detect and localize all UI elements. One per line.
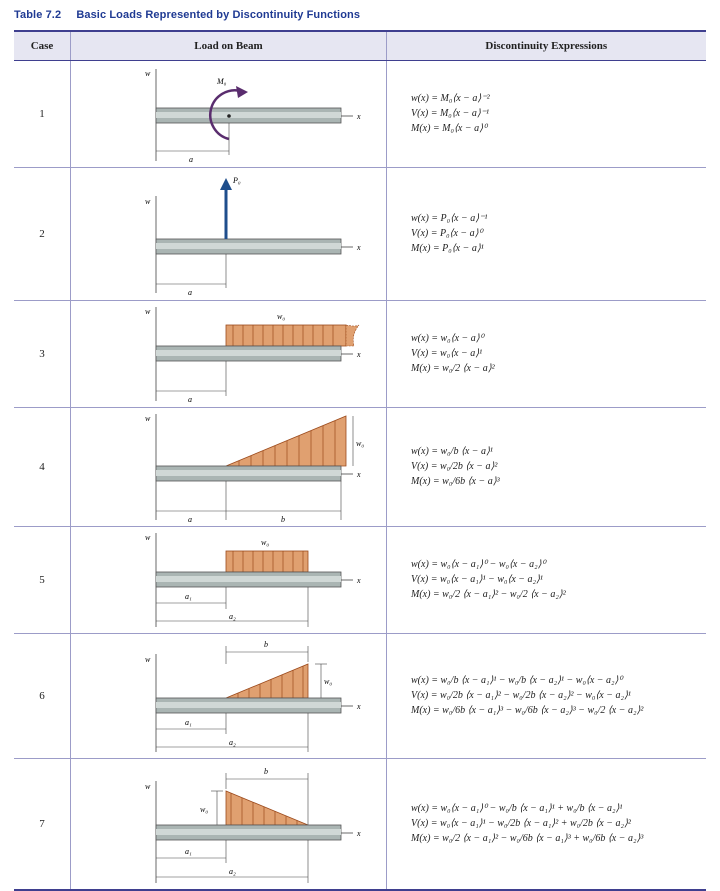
case-2-diagram — [71, 168, 386, 300]
header-case: Case — [14, 31, 71, 61]
expressions-cell — [387, 759, 706, 891]
dim-a1-label: a₁ — [185, 718, 192, 727]
uniform-load — [226, 325, 346, 346]
expr-w: w(x) = w₀⟨x − a₁⟩⁰ − w₀/b ⟨x − a₁⟩¹ + w₀/b ⟨x − a₂⟩¹ — [411, 803, 623, 814]
load-diagram-cell — [71, 527, 387, 634]
table-row — [14, 408, 706, 527]
case-6-diagram — [71, 634, 386, 758]
expr-w: w(x) = w₀/b ⟨x − a⟩¹ — [411, 446, 493, 457]
case-number: 7 — [14, 759, 71, 891]
case-5-diagram — [71, 527, 386, 633]
expr-w: w(x) = P₀⟨x − a⟩⁻¹ — [411, 213, 488, 224]
table-row — [14, 168, 706, 301]
x-axis-label: x — [357, 470, 361, 479]
expr-w: w(x) = w₀⟨x − a₁⟩⁰ − w₀⟨x − a₂⟩⁰ — [411, 559, 546, 570]
w-axis-label: w — [145, 307, 151, 316]
x-axis-label: x — [357, 243, 361, 252]
table-row — [14, 301, 706, 408]
case-4-diagram — [71, 408, 386, 526]
expr-m: M(x) = w₀/6b ⟨x − a⟩³ — [411, 476, 500, 487]
dim-a2-label: a₂ — [229, 738, 236, 747]
case-number: 5 — [14, 527, 71, 634]
load-intensity-label: w₀ — [356, 439, 365, 448]
case-number: 4 — [14, 408, 71, 527]
dim-a1-label: a₁ — [185, 592, 192, 601]
expr-v: V(x) = M₀⟨x − a⟩⁻¹ — [411, 108, 490, 119]
expr-v: V(x) = w₀/2b ⟨x − a⟩² — [411, 461, 498, 472]
dim-b-label: b — [281, 515, 285, 524]
case-number: 6 — [14, 634, 71, 759]
x-axis-label: x — [357, 829, 361, 838]
triangular-load — [226, 416, 346, 466]
expr-m: M(x) = w₀/2 ⟨x − a₁⟩² − w₀/6b ⟨x − a₁⟩³ + w₀/6b ⟨x − a₂⟩³ — [411, 833, 644, 844]
table-row — [14, 759, 706, 891]
load-intensity-label: w₀ — [277, 312, 286, 321]
case-1-diagram — [71, 61, 386, 167]
table-number: Table 7.2 — [14, 9, 62, 21]
expr-v: V(x) = w₀⟨x − a₁⟩¹ − w₀⟨x − a₂⟩¹ — [411, 574, 543, 585]
expressions-cell — [387, 301, 706, 408]
expressions-cell — [387, 168, 706, 301]
force-label: P₀ — [233, 176, 241, 185]
w-axis-label: w — [145, 655, 151, 664]
expr-w: w(x) = w₀/b ⟨x − a₁⟩¹ − w₀/b ⟨x − a₂⟩¹ − w₀⟨x − a₂⟩⁰ — [411, 675, 623, 686]
dim-a1-label: a₁ — [185, 847, 192, 856]
table-row — [14, 61, 706, 168]
load-diagram-cell — [71, 168, 387, 301]
dim-a-label: a — [189, 155, 193, 164]
expr-m: M(x) = M₀⟨x − a⟩⁰ — [411, 123, 487, 134]
loads-table — [14, 30, 706, 891]
dim-a2-label: a₂ — [229, 867, 236, 876]
load-intensity-label: w₀ — [200, 805, 209, 814]
case-number: 1 — [14, 61, 71, 168]
header-load: Load on Beam — [71, 31, 387, 61]
expr-v: V(x) = w₀/2b ⟨x − a₁⟩² − w₀/2b ⟨x − a₂⟩² − w₀⟨x − a₂⟩¹ — [411, 690, 631, 701]
w-axis-label: w — [145, 782, 151, 791]
expr-w: w(x) = w₀⟨x − a⟩⁰ — [411, 333, 484, 344]
case-3-diagram — [71, 301, 386, 407]
x-axis-label: x — [357, 350, 361, 359]
expr-v: V(x) = w₀⟨x − a⟩¹ — [411, 348, 483, 359]
x-axis-label: x — [357, 576, 361, 585]
moment-label: M₀ — [217, 77, 227, 86]
load-diagram-cell — [71, 61, 387, 168]
dim-a-label: a — [188, 395, 192, 404]
w-axis-label: w — [145, 414, 151, 423]
w-axis-label: w — [145, 69, 151, 78]
triangular-load — [226, 791, 308, 825]
case-7-diagram — [71, 759, 386, 889]
dim-a-label: a — [188, 288, 192, 297]
load-diagram-cell — [71, 634, 387, 759]
expr-m: M(x) = P₀⟨x − a⟩¹ — [411, 243, 484, 254]
force-arrowhead — [220, 178, 232, 190]
uniform-load — [226, 551, 308, 572]
case-number: 3 — [14, 301, 71, 408]
expressions-cell — [387, 61, 706, 168]
table-row — [14, 634, 706, 759]
table-row — [14, 527, 706, 634]
dim-a2-label: a₂ — [229, 612, 236, 621]
load-diagram-cell — [71, 759, 387, 891]
expr-m: M(x) = w₀/2 ⟨x − a⟩² — [411, 363, 495, 374]
dim-b-label: b — [264, 767, 268, 776]
expr-w: w(x) = M₀⟨x − a⟩⁻² — [411, 93, 490, 104]
w-axis-label: w — [145, 197, 151, 206]
case-number: 2 — [14, 168, 71, 301]
expressions-cell — [387, 527, 706, 634]
expr-v: V(x) = P₀⟨x − a⟩⁰ — [411, 228, 483, 239]
header-expr: Discontinuity Expressions — [387, 31, 706, 61]
x-axis-label: x — [357, 112, 361, 121]
expr-m: M(x) = w₀/6b ⟨x − a₁⟩³ − w₀/6b ⟨x − a₂⟩³ − w₀/2 ⟨x − a₂⟩² — [411, 705, 644, 716]
load-intensity-label: w₀ — [261, 538, 270, 547]
header-row — [14, 31, 706, 61]
table-title: Basic Loads Represented by Discontinuity Functions — [76, 9, 361, 21]
x-axis-label: x — [357, 702, 361, 711]
triangular-load — [226, 664, 308, 698]
expr-v: V(x) = w₀⟨x − a₁⟩¹ − w₀/2b ⟨x − a₁⟩² + w₀/2b ⟨x − a₂⟩² — [411, 818, 631, 829]
moment-arrowhead — [236, 86, 248, 98]
table-caption — [14, 9, 360, 21]
load-diagram-cell — [71, 301, 387, 408]
load-diagram-cell — [71, 408, 387, 527]
dim-a-label: a — [188, 515, 192, 524]
expressions-cell — [387, 408, 706, 527]
expressions-cell — [387, 634, 706, 759]
expr-m: M(x) = w₀/2 ⟨x − a₁⟩² − w₀/2 ⟨x − a₂⟩² — [411, 589, 566, 600]
dim-b-label: b — [264, 640, 268, 649]
w-axis-label: w — [145, 533, 151, 542]
load-intensity-label: w₀ — [324, 677, 333, 686]
